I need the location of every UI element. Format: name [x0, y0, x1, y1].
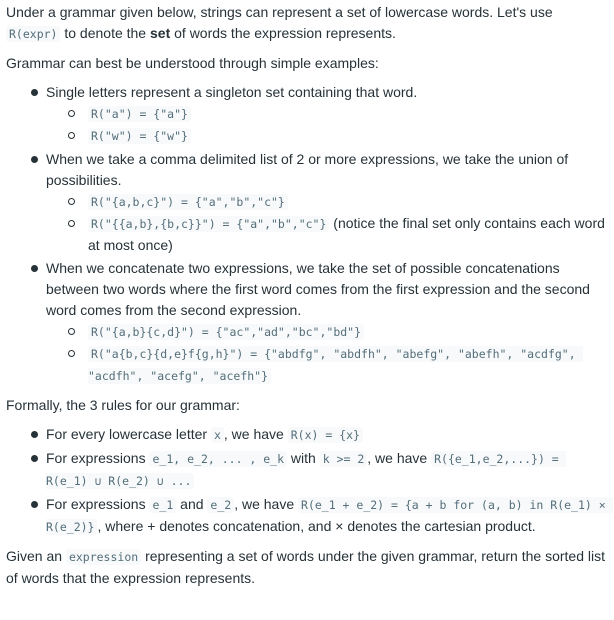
rules-list: [6, 424, 613, 538]
rule-code: R(e_1 + e_2) = {a + b for (a, b) in R(e_1) × R(e_2)}: [46, 498, 613, 534]
intro-text-3: of words the expression represents.: [170, 25, 396, 41]
outro-code-expression: expression: [66, 549, 141, 565]
rule-text: , where + denotes concatenation, and × denotes the cartesian product.: [97, 518, 536, 534]
intro-text-2: to denote the: [60, 25, 150, 41]
outro-text-2: representing a set of words under the given grammar, return the sorted list of words that the expression represents.: [6, 548, 605, 586]
rule-text: For expressions: [46, 450, 150, 466]
example-subitem: [46, 343, 606, 387]
rule-text: , we have: [223, 426, 288, 442]
intro-text-1: Under a grammar given below, strings can represent a set of lowercase words. Let's use: [6, 4, 553, 20]
rule-item-2: [6, 448, 606, 492]
rule-text: For every lowercase letter: [46, 426, 211, 442]
example-sublist: [46, 321, 606, 387]
intro-bold-set: set: [150, 25, 171, 41]
example-code: R("a") = {"a"}: [88, 106, 191, 122]
examples-intro: Grammar can best be understood through simple examples:: [6, 55, 379, 71]
outro-text-1: Given an: [6, 548, 66, 564]
example-note: (notice the final set only contains each word at most once): [88, 215, 605, 253]
rule-code: R({e_1,e_2,...}) = R(e_1) ∪ R(e_2) ∪ ...: [46, 452, 566, 488]
example-code: R("{a,b,c}") = {"a","b","c"}: [88, 194, 288, 210]
rule-code: e_1, e_2, ... , e_k: [149, 451, 287, 467]
rule-code: x: [211, 427, 224, 443]
example-code: R("w") = {"w"}: [88, 128, 191, 144]
rule-code: k >= 2: [320, 451, 368, 467]
rule-code: R(x) = {x}: [288, 427, 363, 443]
outro-paragraph: [6, 546, 606, 589]
rule-text: For expressions: [46, 496, 150, 512]
rule-text: and: [176, 496, 208, 512]
examples-list: [6, 82, 606, 387]
example-subitem: [46, 191, 606, 213]
example-subitem: [46, 321, 606, 343]
example-subitem: [46, 125, 606, 147]
rules-intro: Formally, the 3 rules for our grammar:: [6, 397, 240, 413]
example-code: R("a{b,c}{d,e}f{g,h}") = {"abdfg", "abdfh", "abefg", "abefh", "acdfg", "acdfh", "acefg", "acefh"}: [88, 347, 583, 383]
example-text: When we concatenate two expressions, we take the set of possible concatenations between two words where the first word comes from the first expression and the second word comes from the second expression.: [46, 260, 590, 318]
example-text: When we take a comma delimited list of 2 or more expressions, we take the union of possibilities.: [46, 151, 569, 188]
example-item: [6, 149, 606, 256]
rule-code: e_2: [207, 497, 234, 513]
example-sublist: [46, 191, 606, 256]
rule-item-3: [6, 494, 613, 538]
example-item: [6, 82, 606, 147]
rule-code: e_1: [149, 497, 176, 513]
rule-text: with: [287, 450, 320, 466]
rule-text: , we have: [234, 496, 299, 512]
example-subitem: [46, 213, 606, 256]
example-subitem: [46, 103, 606, 125]
example-code: R("{a,b}{c,d}") = {"ac","ad","bc","bd"}: [88, 324, 364, 340]
example-code: R("{{a,b},{b,c}}") = {"a","b","c"}: [88, 216, 329, 232]
intro-paragraph: [6, 2, 606, 45]
example-text: Single letters represent a singleton set containing that word.: [46, 84, 418, 100]
rule-text: , we have: [367, 450, 432, 466]
intro-code-expr: R(expr): [6, 26, 60, 42]
example-item: [6, 258, 606, 387]
example-sublist: [46, 103, 606, 147]
rule-item-1: [6, 424, 606, 446]
